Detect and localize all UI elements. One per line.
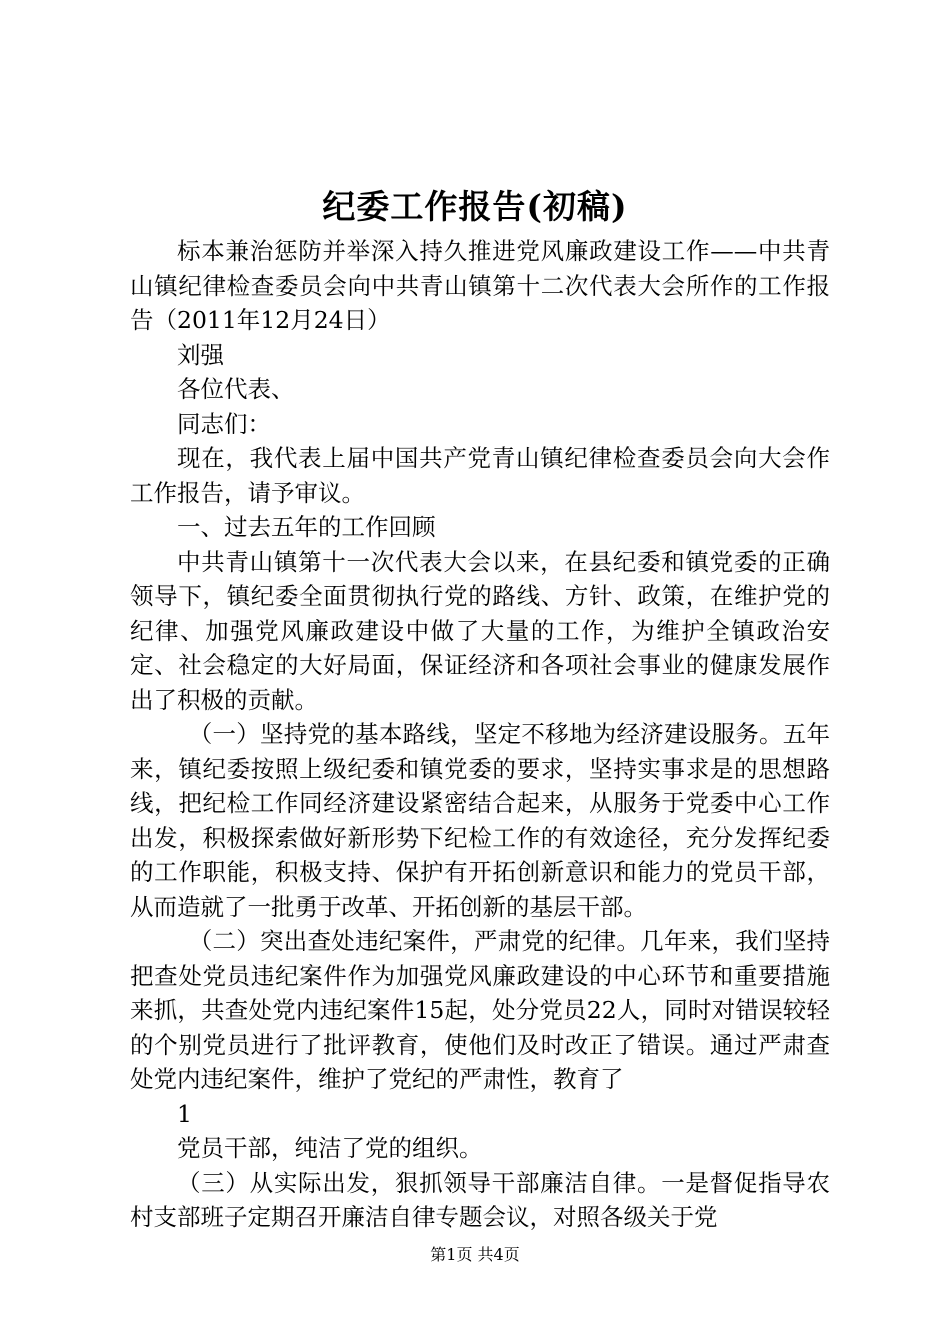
document-body [130, 234, 830, 1235]
report-subtitle-paragraph: 标本兼治惩防并举深入持久推进党风廉政建设工作——中共青山镇纪律检查委员会向中共青山镇第十二次代表大会所作的工作报告（2011年12月24日） [130, 237, 830, 334]
review-intro-paragraph: 中共青山镇第十一次代表大会以来，在县纪委和镇党委的正确领导下，镇纪委全面贯彻执行党的路线、方针、政策，在维护党的纪律、加强党风廉政建设中做了大量的工作，为维护全镇政治安定、社会稳定的大好局面，保证经济和各项社会事业的健康发展作出了积极的贡献。 [130, 547, 830, 714]
section-heading-review: 一、过去五年的工作回顾 [177, 513, 436, 541]
document-title: 纪委工作报告(初稿) [322, 187, 628, 226]
salutation-delegates: 各位代表、 [177, 375, 295, 403]
author-name: 刘强 [177, 340, 224, 369]
page-footer: 第1页 共4页 [430, 1245, 520, 1264]
item-one-paragraph: （一）坚持党的基本路线，坚定不移地为经济建设服务。五年来，镇纪委按照上级纪委和镇党委的要求，坚持实事求是的思想路线，把纪检工作同经济建设紧密结合起来，从服务于党委中心工作出发，积极探索做好新形势下纪检工作的有效途径，充分发挥纪委的工作职能，积极支持、保护有开拓创新意识和能力的党员干部，从而造就了一批勇于改革、开拓创新的基层干部。 [130, 720, 830, 921]
item-two-paragraph: （二）突出查处违纪案件，严肃党的纪律。几年来，我们坚持把查处党员违纪案件作为加强党风廉政建设的中心环节和重要措施来抓，共查处党内违纪案件15起，处分党员22人，同时对错误较轻的个别党员进行了批评教育，使他们及时改正了错误。通过严肃查处党内违纪案件，维护了党纪的严肃性，教育了 [130, 927, 830, 1093]
item-three-paragraph: （三）从实际出发，狠抓领导干部廉洁自律。一是督促指导农村支部班子定期召开廉洁自律专题会议，对照各级关于党 [130, 1168, 830, 1231]
salutation-comrades: 同志们： [177, 409, 271, 438]
inline-page-number: 1 [177, 1099, 192, 1128]
continuation-paragraph: 党员干部，纯洁了党的组织。 [177, 1134, 483, 1162]
opening-paragraph: 现在，我代表上届中国共产党青山镇纪律检查委员会向大会作工作报告，请予审议。 [130, 444, 830, 507]
